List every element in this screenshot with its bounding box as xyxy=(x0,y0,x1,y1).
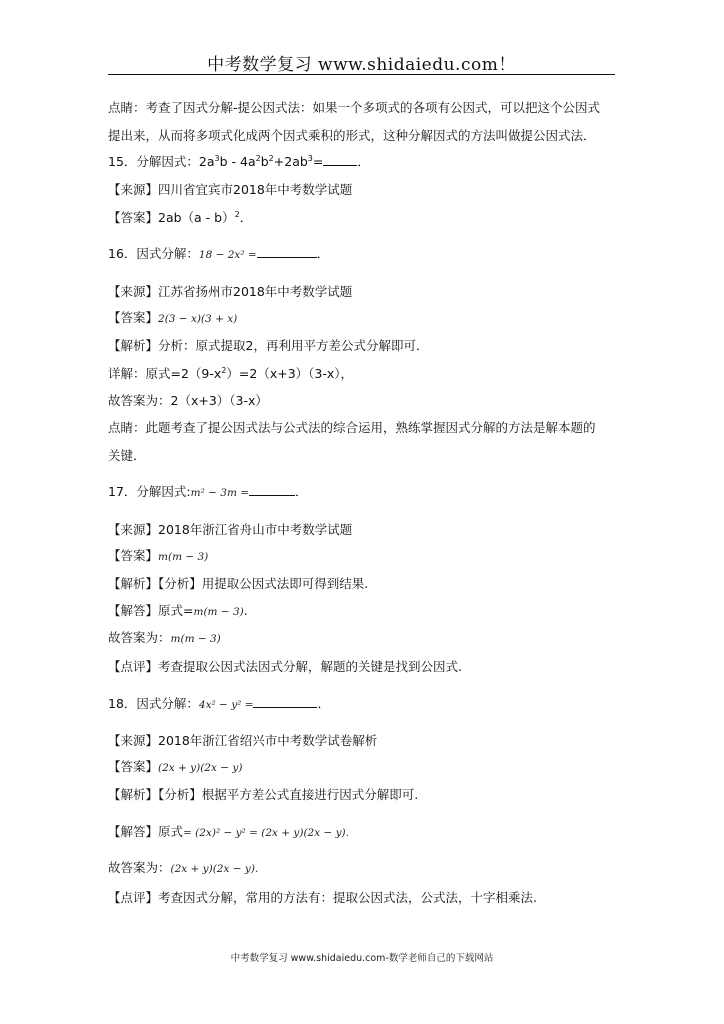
question-15 xyxy=(108,154,370,170)
solution-formula: m(m − 3) xyxy=(193,606,244,618)
source-line-18: 【来源】2018年浙江省绍兴市中考数学试卷解析 xyxy=(108,733,378,748)
answer-line-17 xyxy=(108,548,208,565)
note-line-1: 点睛：考查了因式分解-提公因式法：如果一个多项式的各项有公因式，可以把这个公因式 xyxy=(108,100,601,115)
answer-blank xyxy=(257,247,317,258)
q15-text: ． xyxy=(357,154,370,169)
final-text: 故答案为： xyxy=(108,630,171,645)
answer-formula: (2x + y)(2x − y) xyxy=(158,762,243,774)
q16-text: ． xyxy=(316,246,330,261)
header-divider xyxy=(108,74,615,75)
answer-text: ． xyxy=(239,210,253,225)
q15-text: +2ab xyxy=(273,154,308,169)
answer-line-15 xyxy=(108,210,252,226)
q15-exp: 2 xyxy=(255,153,261,163)
q15-exp: 3 xyxy=(214,153,220,163)
final-answer-16: 故答案为：2（x+3）（3-x） xyxy=(108,393,268,408)
final-answer-17 xyxy=(108,630,221,647)
answer-formula: m(m − 3) xyxy=(158,551,209,563)
final-text: 故答案为： xyxy=(108,860,171,875)
detail-text: ）=2（x+3）（3-x）， xyxy=(226,366,354,381)
q16-formula: 18 − 2x² = xyxy=(198,249,257,261)
solution-line-18 xyxy=(108,824,349,841)
answer-label: 【答案】 xyxy=(108,310,159,325)
answer-line-18 xyxy=(108,759,242,776)
answer-blank xyxy=(253,697,317,708)
answer-blank xyxy=(249,485,295,496)
review-line-18: 【点评】考查因式分解，常用的方法有：提取公因式法，公式法，十字相乘法. xyxy=(108,890,537,905)
q15-exp: 3 xyxy=(307,153,313,163)
q15-text: 15．分解因式：2a xyxy=(108,154,215,169)
analysis-line-18: 【解析】【分析】根据平方差公式直接进行因式分解即可. xyxy=(108,787,419,802)
q18-text: ． xyxy=(317,696,330,711)
q15-exp: 2 xyxy=(268,153,274,163)
solution-text: 【解答】原式= xyxy=(108,603,194,618)
final-formula: (2x + y)(2x − y). xyxy=(170,863,259,875)
page-header-title: 中考数学复习 www.shidaiedu.com！ xyxy=(207,55,516,75)
q16-text: 16．因式分解： xyxy=(108,246,199,261)
q17-text: ． xyxy=(295,484,308,499)
review-line-17: 【点评】考查提取公因式法因式分解，解题的关键是找到公因式. xyxy=(108,659,462,674)
source-line-15: 【来源】四川省宜宾市2018年中考数学试题 xyxy=(108,182,353,197)
q17-formula: m² − 3m = xyxy=(190,487,250,499)
comment-line-16b: 关键． xyxy=(108,448,146,463)
solution-line-17 xyxy=(108,603,248,620)
note-line-2: 提出来，从而将多项式化成两个因式乘积的形式，这种分解因式的方法叫做提公因式法． xyxy=(108,128,596,143)
source-line-17: 【来源】2018年浙江省舟山市中考数学试题 xyxy=(108,522,353,537)
q15-text: b - 4a xyxy=(219,154,256,169)
answer-label: 【答案】 xyxy=(108,759,159,774)
solution-formula: = (2x)² − y² = (2x + y)(2x − y). xyxy=(183,827,349,839)
q18-text: 18．因式分解： xyxy=(108,696,199,711)
source-line-16: 【来源】江苏省扬州市2018年中考数学试题 xyxy=(108,284,353,299)
solution-text: 【解答】原式 xyxy=(108,824,184,839)
q17-text: 17．分解因式: xyxy=(108,484,191,499)
answer-exp: 2 xyxy=(234,209,240,219)
question-18 xyxy=(108,696,330,713)
detail-exp: 2 xyxy=(221,365,227,375)
page-footer: 中考数学复习 www.shidaiedu.com-数学老师自己的下载网站 xyxy=(230,953,494,964)
comment-line-16a: 点睛：此题考查了提公因式法与公式法的综合运用，熟练掌握因式分解的方法是解本题的 xyxy=(108,420,596,435)
final-answer-18 xyxy=(108,860,258,877)
analysis-line-17: 【解析】【分析】用提取公因式法即可得到结果. xyxy=(108,576,369,591)
detail-line-16 xyxy=(108,366,353,382)
analysis-line-16: 【解析】分析：原式提取2，再利用平方差公式分解即可． xyxy=(108,338,429,353)
answer-label: 【答案】 xyxy=(108,548,159,563)
q15-text: = xyxy=(312,154,324,169)
answer-text: 【答案】2ab（a - b） xyxy=(108,210,235,225)
solution-text: . xyxy=(243,603,248,618)
answer-blank xyxy=(323,155,357,166)
question-17 xyxy=(108,484,308,501)
q15-text: b xyxy=(260,154,269,169)
detail-text: 详解：原式=2（9-x xyxy=(108,366,222,381)
question-16 xyxy=(108,246,329,263)
answer-line-16 xyxy=(108,310,237,327)
answer-formula: 2(3 − x)(3 + x) xyxy=(158,313,238,325)
final-formula: m(m − 3) xyxy=(170,633,221,645)
q18-formula: 4x² − y² = xyxy=(198,699,254,711)
